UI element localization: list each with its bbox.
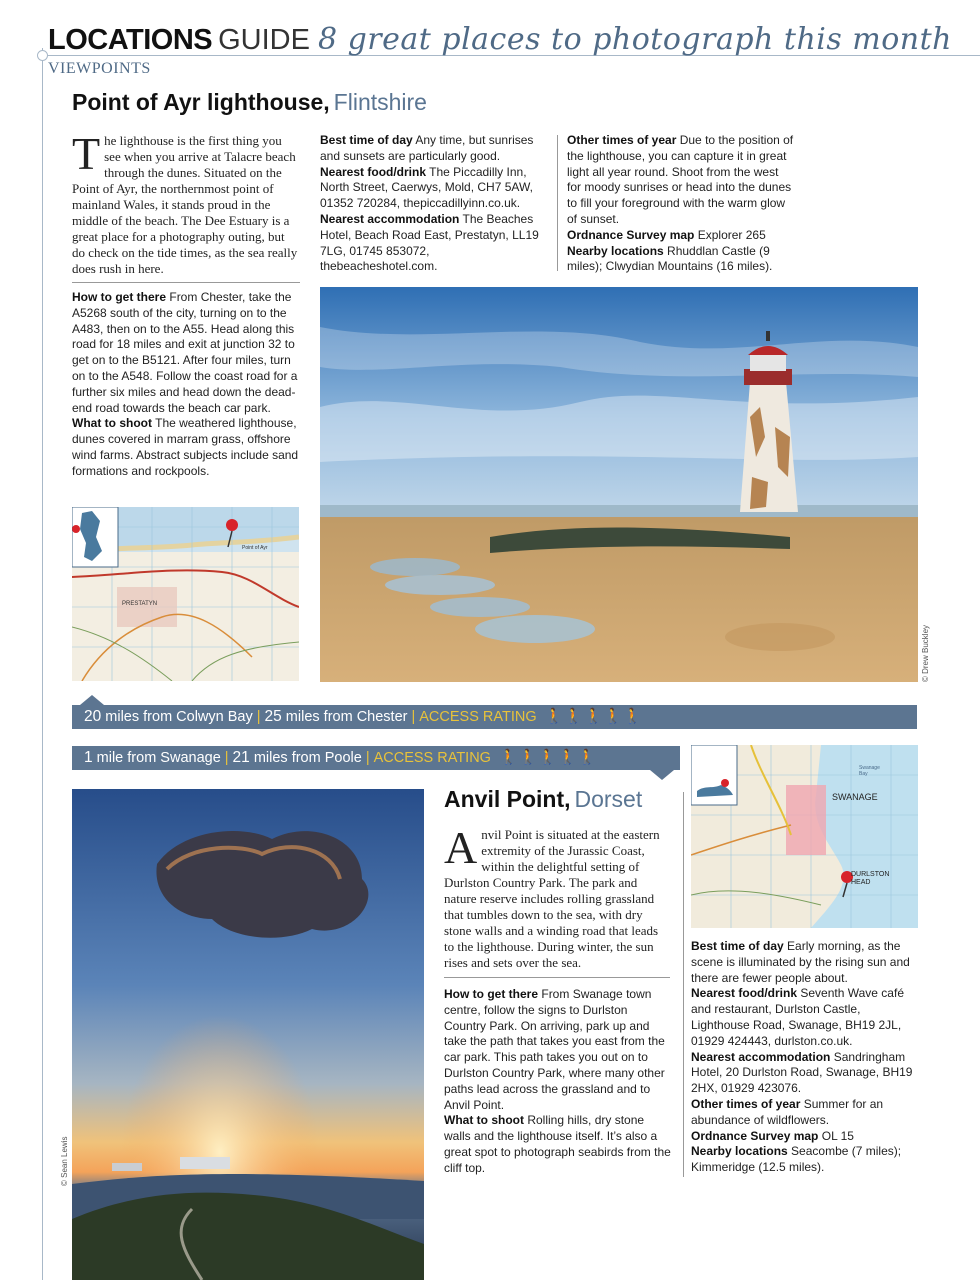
ayr-food-label: Nearest food/drink [320,164,427,179]
anvil-distance-bar [72,746,680,770]
anvil-access-rating-icons [499,746,597,770]
hiker-icon: 🚶 [623,707,643,726]
ayr-accom-text: The Beaches Hotel, Beach Road East, Prestatyn, LL19 7LG, 01745 853072, thebeacheshotel.com. [320,211,539,274]
hiker-icon: 🚶 [498,748,518,767]
anvil-how-text: From Swanage town centre, follow the signs to Durlston Country Park. On arriving, park up and take the path that takes you east from the car park. This path takes you out on to Durlston Country Park, where many other paths lead across the grassland and to Anvil Point. [444,987,665,1112]
ayr-best-text: Any time, but sunrises and sunsets are particularly good. [320,133,534,163]
ayr-title-county: Flintshire [333,89,427,115]
anvil-photo-credit: © Sean Lewis [60,1136,69,1186]
ayr-what-text: The weathered lighthouse, dunes covered in marram grass, offshore wind farms. Abstract subjects include sand formations and rockpools. [72,416,299,478]
anvil-map-bay: Swanage Bay [859,765,880,777]
ayr-nearby-text: Rhuddlan Castle (9 miles); Clwydian Mountains (16 miles). [567,243,773,274]
anvil-food-label: Nearest food/drink [691,986,798,1001]
ayr-lighthouse-photo [320,287,918,682]
ayr-other-label: Other times of year [567,133,677,147]
hiker-icon: 🚶 [603,707,623,726]
ayr-bar-sep-2: | [411,709,416,725]
ayr-map-point-label: Point of Ayr [242,545,268,551]
header-rule-marker [37,50,48,61]
anvil-what-label: What to shoot [444,1113,524,1128]
ayr-map-town: PRESTATYN [122,601,158,607]
anvil-map-head: DURLSTON HEAD [851,871,890,886]
ayr-intro-rule [72,282,300,283]
anvil-dropcap: A [444,822,478,873]
hiker-icon: 🚶 [564,707,584,726]
anvil-food-text: Seventh Wave café and restaurant, Durlston Castle, Lighthouse Road, Swanage, BH19 2JL, 01929 424443, durlston.co.uk. [691,986,904,1048]
anvil-bar-sep-1: | [224,750,229,766]
ayr-info-col-1 [320,133,548,275]
ayr-how-text: From Chester, take the A5268 south of the city, turning on to the A483, then on to the A55. Head along this road for 18 miles and exit at junction 32 to get on to the B5121. After four miles, turn on to the A548. Follow the coast road for a further six miles and head down the dead-end road towards the beach car park. [72,290,298,415]
header-tagline: 8 great places to photograph this month [317,22,952,57]
anvil-intro-text: nvil Point is situated at the eastern extremity of the Jurassic Coast, within the delightful setting of Durlston Country Park. The park and nature reserve includes rolling grassland that tumbles down to the sea, with dry stone walls and a winding road that leads to the lighthouse. During winter, the sun rises and sets over the sea. [444,827,660,970]
anvil-title-name: Anvil Point, [444,786,571,812]
hiker-icon: 🚶 [518,748,538,767]
ayr-other-text: Due to the position of the lighthouse, you can capture it in great light all year round. Shoot from the west for moody sunrises or head into the dunes to fill your foreground with the warm glow of sunset. [567,133,794,226]
section-label: VIEWPOINTS [48,60,151,77]
ayr-photo-credit: © Drew Buckley [921,624,930,682]
ayr-photo-drawing [320,287,918,682]
ayr-accom-label: Nearest accommodation [320,211,460,226]
ayr-distance-bar [72,705,917,729]
ayr-bar-distance-1: 20 [84,708,102,725]
ayr-directions [72,290,302,480]
anvil-title-county: Dorset [574,786,643,812]
hiker-icon: 🚶 [538,748,558,767]
anvil-photo-drawing [72,789,424,1280]
ayr-col-divider [557,135,558,271]
ayr-title-name: Point of Ayr lighthouse, [72,89,330,115]
header-guide: GUIDE [218,24,310,56]
anvil-bar-place-2: miles from Poole [253,750,362,766]
anvil-other-text: Summer for an abundance of wildflowers. [691,1096,884,1127]
ayr-info-col-2 [567,133,795,275]
ayr-access-rating-label: ACCESS RATING [419,709,537,725]
ayr-bar-sep-1: | [256,709,261,725]
ayr-bar-place-1: miles from Colwyn Bay [105,709,253,725]
anvil-os-label: Ordnance Survey map [691,1128,819,1143]
ayr-access-rating-icons [545,705,643,729]
ayr-bar-place-2: miles from Chester [285,709,408,725]
ayr-how-label: How to get there [72,290,167,304]
ayr-os-text: Explorer 265 [697,227,766,242]
anvil-point-photo [72,789,424,1280]
anvil-bar-notch [650,770,674,780]
anvil-map-town: SWANAGE [832,792,878,802]
anvil-nearby-label: Nearby locations [691,1144,788,1159]
anvil-bar-distance-1: 1 [84,749,93,766]
anvil-map [691,745,918,928]
ayr-map [72,507,299,681]
anvil-what-text: Rolling hills, dry stone walls and the lighthouse itself. It’s also a great spot to photograph seabirds from the cliff top. [444,1113,671,1175]
page-vertical-rule [42,48,43,1280]
hiker-icon: 🚶 [558,748,577,767]
hiker-icon: 🚶 [577,748,597,767]
ayr-map-drawing [72,507,299,681]
anvil-col-divider [683,792,684,1177]
anvil-bar-sep-2: | [365,750,370,766]
anvil-bar-place-1: mile from Swanage [96,750,221,766]
page-header [48,22,952,57]
anvil-bar-distance-2: 21 [232,749,250,766]
hiker-icon: 🚶 [544,707,564,726]
anvil-os-text: OL 15 [821,1128,854,1143]
ayr-title [72,89,427,116]
anvil-best-label: Best time of day [691,939,784,953]
anvil-directions [444,987,672,1177]
ayr-intro [72,128,300,277]
ayr-nearby-label: Nearby locations [567,243,664,258]
anvil-intro [444,822,670,971]
anvil-title [444,786,642,813]
anvil-other-label: Other times of year [691,1096,801,1111]
ayr-best-label: Best time of day [320,133,413,147]
hiker-icon: 🚶 [584,707,603,726]
anvil-access-rating-label: ACCESS RATING [373,750,491,766]
anvil-info-col [691,939,921,1176]
ayr-bar-notch [80,695,104,705]
ayr-food-text: The Piccadilly Inn, North Street, Caerwys, Mold, CH7 5AW, 01352 720284, thepiccadillyinn.co.uk. [320,164,533,211]
anvil-accom-label: Nearest accommodation [691,1049,831,1064]
ayr-bar-distance-2: 25 [264,708,282,725]
header-locations: LOCATIONS [48,24,213,56]
ayr-what-label: What to shoot [72,416,152,431]
anvil-best-text: Early morning, as the scene is illuminated by the rising sun and there are fewer people about. [691,939,910,985]
ayr-dropcap: T [72,128,101,179]
ayr-os-label: Ordnance Survey map [567,227,695,242]
anvil-how-label: How to get there [444,987,539,1001]
anvil-accom-text: Sandringham Hotel, 20 Durlston Road, Swanage, BH19 2HX, 01929 423076. [691,1049,913,1096]
ayr-intro-text: he lighthouse is the first thing you see when you arrive at Talacre beach through the dunes. Situated on the Point of Ayr, the northernmost point of mainland Wales, it stands proud in the middle of the beach. The Dee Estuary is a great place for a photography outing, but do check on the tide times, as the sea really does rush in here. [72,133,298,276]
anvil-nearby-text: Seacombe (7 miles); Kimmeridge (12.5 miles). [691,1144,902,1175]
anvil-intro-rule [444,977,670,978]
